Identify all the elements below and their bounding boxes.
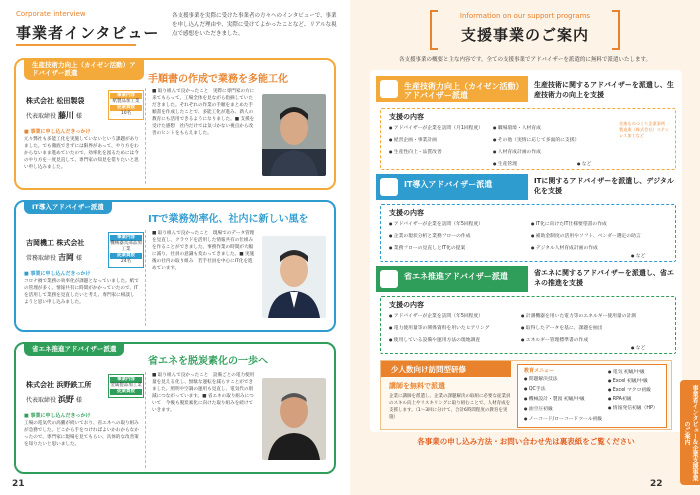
question-text: 元々弊社も多能工化を実施していないという課題がありました。でも徹底できずには限界があって、やり方をわからないまま進めていたので、効率化を図るためには今のやり方を一度見直して、専門家の知見を借りたいと思い申し込みました。 bbox=[24, 137, 139, 170]
bullet-item: ● 企業の現状分析と業務フローの作成 bbox=[389, 233, 471, 240]
company-infobox bbox=[108, 90, 144, 120]
program-section-3 bbox=[376, 266, 676, 358]
bullet-item: ● IT化に向けたIT仕様要望書の作成 bbox=[531, 221, 607, 228]
program-description: 省エネに関するアドバイザーを派遣し、省エネの推進を支援 bbox=[534, 269, 674, 287]
portrait-photo bbox=[262, 378, 326, 460]
company-name: 株式会社 松田製袋 bbox=[26, 97, 85, 105]
menu-item: ● RPA初級 bbox=[608, 396, 632, 403]
portrait-photo bbox=[262, 236, 326, 318]
contents-label: 支援の内容 bbox=[389, 301, 424, 309]
bullet-item: ● エネルギー管理標準書の作成 bbox=[521, 337, 588, 344]
bullet-item: ● 計測機器を用いた電力等のエネルギー使用量の計測 bbox=[521, 313, 636, 320]
menu-item: ● Excel マクロ初級 bbox=[608, 387, 651, 394]
contact-note: 各事業の申し込み方法・お問い合わせ先は裏表紙をご覧ください bbox=[417, 437, 635, 446]
question-label: ■ 事業に申し込んだきっかけ bbox=[24, 129, 91, 135]
question-label: ■ 事業に申し込んだきっかけ bbox=[24, 271, 91, 277]
answer-text: ■ 取り組んで良かったこと 現場でのデータ管理を見直し、クラウドを活用した情報共有の仕組みを作ることができました。事務作業の時間が大幅に減り、社員の意識も変わってきました。■ 実施後の社内の取り組み 若手社員を中心にIT化を進めています。 bbox=[152, 231, 255, 271]
company-name: 吉岡機工 株式会社 bbox=[26, 239, 85, 247]
contents-label: 支援の内容 bbox=[389, 113, 424, 121]
program-section-1 bbox=[376, 76, 676, 172]
bullet-item: ● 人材育成計画の作成 bbox=[493, 149, 541, 156]
program-name: 省エネ推進アドバイザー派遣 bbox=[404, 272, 508, 281]
bullet-item: ● デジタル人材育成計画の作成 bbox=[531, 245, 598, 252]
bullet-item: ● 取得したデータを基に、課題を抽出 bbox=[521, 325, 603, 332]
divider bbox=[145, 230, 146, 326]
page-title: 支援事業のご案内 bbox=[460, 26, 589, 44]
info-value: 24名 bbox=[120, 259, 132, 264]
bullet-item: ● 経営企画・事業計画 bbox=[389, 137, 437, 144]
page-title: 事業者インタビュー bbox=[16, 24, 160, 42]
program-description: ITに関するアドバイザーを派遣し、デジタル化を支援 bbox=[534, 177, 674, 195]
question-text: 工場の電気代の高騰が続いており、省エネへの取り組みが急務でした。どこから手をつければよいかわからなかったので、専門家に現場を見てもらい、具体的な改善策を知りたいと思いました。 bbox=[24, 421, 139, 447]
info-head: 事業内容 bbox=[110, 235, 142, 241]
contents-box bbox=[380, 296, 676, 354]
question-text: コロナ禍で業務の効率化が課題となっていました。紙での管理が多く、情報共有に時間がかかっていたので、ITを活用して業務を見直したいと考え、専門家に相談しようと思い申し込みました。 bbox=[24, 279, 139, 305]
menu-item: ● 電気 初級/中級 bbox=[608, 369, 645, 376]
bullet-item: ● 補助金制度の活用やソフト、ベンダー選定の助言 bbox=[531, 233, 641, 240]
side-note: 先進ものづくり企業事例 製造業（株式会社）ステンレス加工など bbox=[619, 121, 670, 138]
program-description: 生産技術に関するアドバイザーを派遣し、生産技術力の向上を支援 bbox=[534, 81, 674, 99]
title-underline bbox=[16, 44, 136, 46]
info-value: 紙製品加工業 bbox=[112, 99, 140, 104]
bullet-item: ● など bbox=[631, 253, 645, 260]
bullet-item: ● 業務フローの見直しとIT化の提案 bbox=[389, 245, 465, 252]
honorific: 様 bbox=[75, 397, 82, 404]
bullet-item: ● など bbox=[631, 345, 645, 352]
president-role: 代表取締役 bbox=[26, 397, 57, 404]
program-name: 生産技術力向上（カイゼン活動）アドバイザー派遣 bbox=[404, 82, 524, 100]
company-infobox bbox=[108, 232, 144, 268]
divider bbox=[145, 88, 146, 184]
menu-label: 教育メニュー bbox=[524, 368, 555, 374]
company-name: 株式会社 浜野鉄工所 bbox=[26, 381, 92, 389]
bullet-item: ● 電力使用量等の関係資料を用いたヒアリング bbox=[389, 325, 489, 332]
page-number: 22 bbox=[650, 479, 663, 489]
program-banner bbox=[376, 76, 528, 102]
right-page bbox=[350, 0, 700, 495]
training-title: 少人数向け訪問型研修 bbox=[381, 361, 511, 377]
info-value: 10名 bbox=[120, 111, 132, 116]
lead-text: 各支援事業の概要と主な内容です。全ての支援事業でアドバイザーを派遣的に無料で派遣いたします。 bbox=[398, 57, 651, 63]
info-head: 従業員数 bbox=[110, 389, 142, 395]
card-headline: 手順書の作成で業務を多能工化 bbox=[148, 74, 288, 85]
training-text: 企業に講師を派遣し、企業の課題解決の取組に必要な従業員のスキル向上やリスキリングに取り組むことで、人材育成を支援します。（1〜3回に分けて、合計6時間程度の教育を実施） bbox=[389, 394, 511, 420]
card-tab: 省エネ推進アドバイザー派遣 bbox=[24, 342, 124, 356]
intro-text: 各支援事業を実際に受けた事業者の方々へのインタビューで、事業を申し込んだ理由や、実際に受けてよかったことなど、リアルな視点で感想をいただきました。 bbox=[172, 13, 337, 37]
card-tab: IT導入アドバイザー派遣 bbox=[24, 200, 112, 214]
interview-card-1 bbox=[14, 58, 336, 190]
contents-box bbox=[380, 108, 676, 170]
president bbox=[26, 252, 82, 263]
bullet-item: ● アドバイザーが企業を訪問（月1回程度） bbox=[389, 125, 483, 132]
kicker: Information on our support programs bbox=[459, 12, 591, 20]
menu-item: ● QC手法 bbox=[524, 386, 546, 393]
side-tab: 事業者インタビュー＆企業支援事業のご案内 bbox=[680, 380, 700, 485]
card-headline: ITで業務効率化、社内に新しい風を bbox=[148, 214, 309, 225]
bullet-item: ● 生産性向上・品質改善 bbox=[389, 149, 442, 156]
menu-item: ● 情報発信初級（HP） bbox=[608, 405, 658, 412]
info-head: 従業員数 bbox=[110, 105, 142, 111]
monitor-icon bbox=[380, 178, 398, 196]
portrait-photo bbox=[262, 94, 326, 176]
menu-item: ● 問題解決技法 bbox=[524, 376, 558, 383]
honorific: 様 bbox=[75, 113, 82, 120]
bullet-item: ● 生産管理 bbox=[493, 161, 517, 168]
president-role: 常務取締役 bbox=[26, 255, 57, 262]
page-number: 21 bbox=[12, 479, 25, 489]
training-menu bbox=[517, 364, 667, 428]
contents-label: 支援の内容 bbox=[389, 209, 424, 217]
bullet-item: ● 職場環境・人材育成 bbox=[493, 125, 541, 132]
training-subtitle: 講師を無料で派遣 bbox=[389, 382, 445, 390]
program-banner bbox=[376, 266, 528, 292]
question-label: ■ 事業に申し込んだきっかけ bbox=[24, 413, 91, 419]
honorific: 様 bbox=[75, 255, 82, 262]
kicker: Corporate interview bbox=[16, 10, 86, 18]
president-name: 藤川 bbox=[57, 111, 74, 120]
president bbox=[26, 394, 82, 405]
contents-box bbox=[380, 204, 676, 262]
program-banner bbox=[376, 174, 528, 200]
info-value: 金属製品加工業 bbox=[110, 383, 142, 388]
president-role: 代表取締役 bbox=[26, 113, 57, 120]
info-head: 従業員数 bbox=[110, 253, 142, 259]
menu-item: ● 油空圧初級 bbox=[524, 406, 553, 413]
president bbox=[26, 110, 82, 121]
info-value: 機械器具部品加工業 bbox=[110, 241, 142, 252]
info-head: 事業内容 bbox=[110, 93, 142, 99]
program-section-2 bbox=[376, 174, 676, 266]
menu-item: ● 機械設計・製図 初級/中級 bbox=[524, 396, 585, 403]
bullet-item: ● など bbox=[577, 161, 591, 168]
president-name: 吉岡 bbox=[57, 253, 74, 262]
card-tab: 生産技術力向上（カイゼン活動）アドバイザー派遣 bbox=[24, 58, 144, 80]
info-head: 事業内容 bbox=[110, 377, 142, 383]
menu-item: ● Excel 初級/中級 bbox=[608, 378, 648, 385]
bullet-item: ● 使用している設備や運用方法の現地調査 bbox=[389, 337, 480, 344]
president-name: 浜野 bbox=[57, 395, 74, 404]
answer-text: ■ 取り組んで良かったこと 設備ごとの電力使用量を見える化し、無駄な運転を減らすことができました。照明や空調の運用も見直し、電気代の削減につながっています。■ 省エネの取り組みについて 今後も脱炭素化に向けた取り組みを続けていきます。 bbox=[152, 373, 255, 413]
bullet-item: ● アドバイザーが企業を訪問（年5回程度） bbox=[389, 221, 483, 228]
training-box bbox=[380, 360, 672, 430]
programs-panel bbox=[370, 70, 682, 432]
interview-card-2 bbox=[14, 200, 336, 332]
card-headline: 省エネを脱炭素化の一歩へ bbox=[148, 356, 268, 367]
company-infobox bbox=[108, 374, 144, 398]
bullet-item: ● その他（実情に応じて多面的に支援） bbox=[493, 137, 579, 144]
title-bracket-right bbox=[612, 10, 620, 50]
menu-item: ● ノーコード/ローコードツール初級 bbox=[524, 416, 602, 423]
leaf-icon bbox=[380, 270, 398, 288]
bullet-item: ● アドバイザーが企業を訪問（年5回程度） bbox=[389, 313, 483, 320]
gear-icon bbox=[380, 80, 398, 98]
interview-card-3 bbox=[14, 342, 336, 474]
divider bbox=[145, 372, 146, 468]
program-name: IT導入アドバイザー派遣 bbox=[404, 180, 493, 189]
answer-text: ■ 取り組んで良かったこと 実際に専門家の方に来てもらって、工場全体を見ながら指摘していただきました。それぞれの作業の手順をまとめた手順書を作成したことで、多能工化が進み、新人の教育にも活用できるようになりました。■ 支援を受けた感想 社内だけでは気づかない視点から改善のヒントをもらえました。 bbox=[152, 89, 255, 136]
title-bracket-left bbox=[430, 10, 438, 50]
